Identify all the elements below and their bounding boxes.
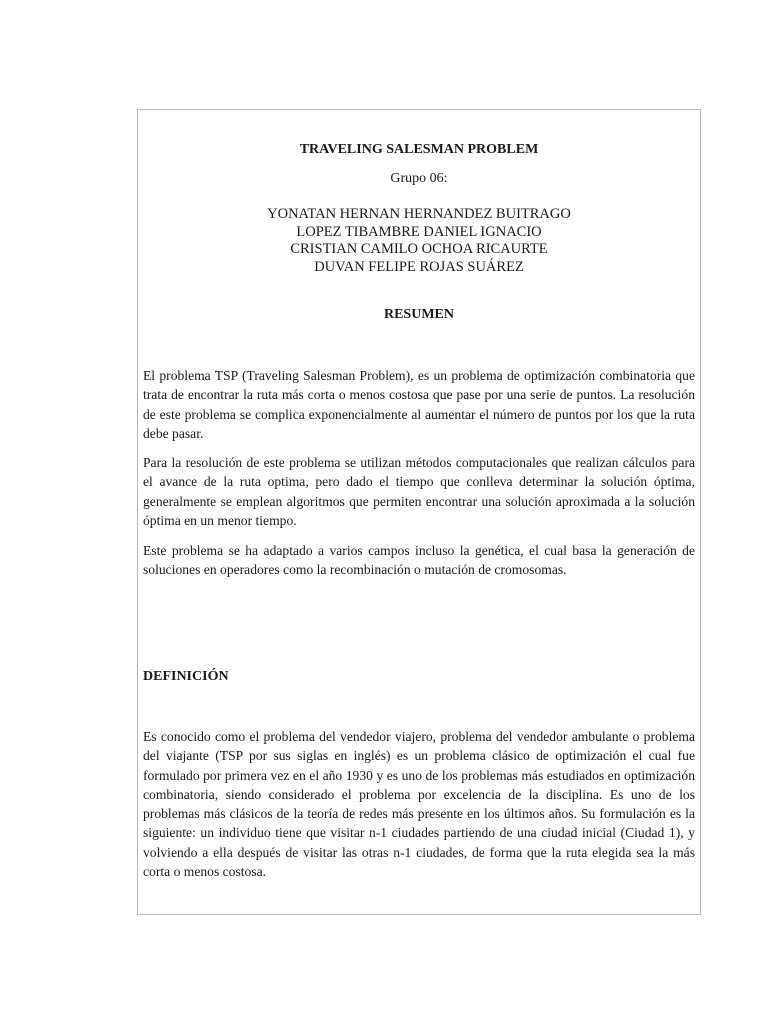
group-label: Grupo 06: <box>390 171 448 186</box>
resumen-paragraph: Para la resolución de este problema se utilizan métodos computacionales que realizan cálculos para el avance de la ruta optima, pero dado el tiempo que conlleva determinar la solución óptima, generalmente se emplean algoritmos que permiten encontrar una solución aproximada a la solución óptima en un menor tiempo. <box>143 455 695 528</box>
document-page <box>137 109 701 915</box>
author-name: DUVAN FELIPE ROJAS SUÁREZ <box>314 258 524 275</box>
resumen-heading: RESUMEN <box>383 307 454 322</box>
resumen-paragraph: El problema TSP (Traveling Salesman Problem), es un problema de optimización combinatoria que trata de encontrar la ruta más corta o menos costosa que pase por una serie de puntos. La resolución de este problema se complica exponencialmente al aumentar el número de puntos por los que la ruta debe pasar. <box>143 368 695 441</box>
author-name: LOPEZ TIBAMBRE DANIEL IGNACIO <box>296 223 542 240</box>
resumen-paragraph: Este problema se ha adaptado a varios campos incluso la genética, el cual basa la generación de soluciones en operadores como la recombinación o mutación de cromosomas. <box>143 543 695 578</box>
author-name: CRISTIAN CAMILO OCHOA RICAURTE <box>290 241 548 257</box>
definicion-paragraph: Es conocido como el problema del vendedor viajero, problema del vendedor ambulante o problema del viajante (TSP por sus siglas en inglés) es un problema clásico de optimización el cual fue formulado por primera vez en el año 1930 y es uno de los problemas más estudiados en optimización combinatoria, siendo considerado el problema por excelencia de la disciplina. Es uno de los problemas más clásicos de la teoría de redes más presente en los últimos años. Su formulación es la siguiente: un individuo tiene que visitar n-1 ciudades partiendo de una ciudad inicial (Ciudad 1), y volviendo a ella después de visitar las otras n-1 ciudades, de forma que la ruta elegida sea la más corta o menos costosa. <box>143 729 695 880</box>
author-list <box>143 206 695 276</box>
document-title: TRAVELING SALESMAN PROBLEM <box>299 142 539 157</box>
author-name: YONATAN HERNAN HERNANDEZ BUITRAGO <box>267 206 571 222</box>
definicion-heading: DEFINICIÓN <box>143 669 229 684</box>
